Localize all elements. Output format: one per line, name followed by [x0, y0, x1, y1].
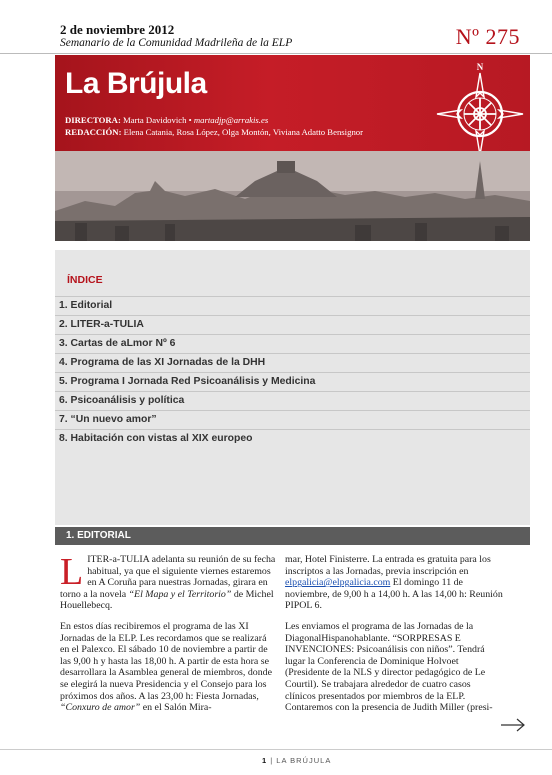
director-name: Marta Davidovich — [123, 115, 187, 125]
drop-cap: L — [60, 551, 84, 593]
compass-north-letter: N — [476, 62, 484, 72]
header-rule — [0, 53, 552, 54]
redaccion-names: Elena Catania, Rosa López, Olga Montón, Viviana Adatto Bensignor — [123, 127, 364, 137]
article-column-1 — [60, 551, 278, 723]
book-title: “El Mapa y el Territorio” — [128, 588, 232, 600]
paris-skyline-image — [55, 151, 530, 241]
masthead-title: La Brújula — [65, 67, 207, 100]
masthead — [55, 55, 530, 151]
section-heading: 1. EDITORIAL — [66, 530, 131, 541]
redaccion-label: REDACCIÓN: — [65, 127, 122, 137]
article-column-2 — [285, 554, 503, 723]
director-email[interactable]: martadjp@arrakis.es — [193, 115, 269, 125]
toc-list — [55, 296, 530, 448]
issue-number: Nº 275 — [455, 24, 520, 49]
staff-credits — [65, 114, 363, 138]
article-paragraph: LITER-a-TULIA adelanta su reunión de su fecha habitual, ya que el siguiente viernes estaremos en A Coruña para nuestras Jornadas, girara en torno a la novela “El Mapa y el Territorio” de Michel Houellebecq. — [60, 551, 276, 612]
section-heading-bar — [55, 527, 530, 545]
director-label: DIRECTORA: — [65, 115, 121, 125]
page-number: 1 — [262, 756, 268, 765]
article-paragraph: En estos días recibiremos el programa de las XI Jornadas de la ELP. Les recordamos que se realizará en el Palexco. El sábado 10 de noviembre a partir de las 9,00 h y hasta las 18,00 h. A partir de esta hora se desarrollara la Asamblea general de miembros, donde se elegirá la nueva Presidencia y el Consejo para los próximos dos años. A las 23,00 h: Fiesta Jornadas, “Conxuro de amor” en el Salón Mira- — [60, 620, 272, 714]
next-page-arrow-icon[interactable] — [500, 716, 526, 734]
issue-date: 2 de noviembre 2012 — [60, 22, 175, 37]
toc-item-editorial[interactable]: 1. Editorial — [55, 296, 530, 315]
toc-item-un-nuevo-amor[interactable]: 7. “Un nuevo amor” — [55, 410, 530, 429]
email-link[interactable]: elpgalicia@elpgalicia.com — [285, 577, 391, 589]
toc-title: ÍNDICE — [67, 274, 103, 286]
footer-publication: | LA BRÚJULA — [270, 756, 332, 765]
toc-item-liter-a-tulia[interactable]: 2. LITER-a-TULIA — [55, 315, 530, 334]
redaccion-line — [65, 126, 363, 138]
toc-item-cartas-almor[interactable]: 3. Cartas de aLmor Nº 6 — [55, 334, 530, 353]
director-line: DIRECTORA: Marta Davidovich • martadjp@arrakis.es — [65, 115, 269, 125]
newsletter-subtitle: Semanario de la Comunidad Madrileña de la ELP — [60, 37, 293, 49]
footer-page-label — [262, 756, 331, 765]
toc-item-programa-red-psicoanalisis[interactable]: 5. Programa I Jornada Red Psicoanálisis y Medicina — [55, 372, 530, 391]
toc-item-programa-jornadas-dhh[interactable]: 4. Programa de las XI Jornadas de la DHH — [55, 353, 530, 372]
event-title: “Conxuro de amor” — [60, 702, 141, 714]
toc-item-psicoanalisis-politica[interactable]: 6. Psicoanálisis y política — [55, 391, 530, 410]
table-of-contents — [55, 250, 530, 525]
footer-rule — [0, 749, 552, 750]
page-footer — [0, 749, 552, 769]
article-paragraph: Les enviamos el programa de las Jornadas de la DiagonalHispanohablante. “SORPRESAS E INVENCIONES: Psicoanálisis con niños”. Tendrá lugar la Conferencia de Dominique Holvoet (Presidente de la NLS y director pedagógico de Le Courtil). Se trabajara alrededor de cuatro casos clínicos presentados por miembros de la ELP. Contaremos con la presencia de Judith Miller (presi- — [285, 620, 493, 714]
article-paragraph: mar, Hotel Finisterre. La entrada es gratuita para los inscriptos a las Jornadas, previa inscripción en elpgalicia@elpgalicia.com El domingo 11 de noviembre, de 9,00 h a 14,00 h. A las 14,00 h: Reunión PIPOL 6. — [285, 554, 503, 612]
toc-item-habitacion-con-vistas[interactable]: 8. Habitación con vistas al XIX europeo — [55, 429, 530, 448]
